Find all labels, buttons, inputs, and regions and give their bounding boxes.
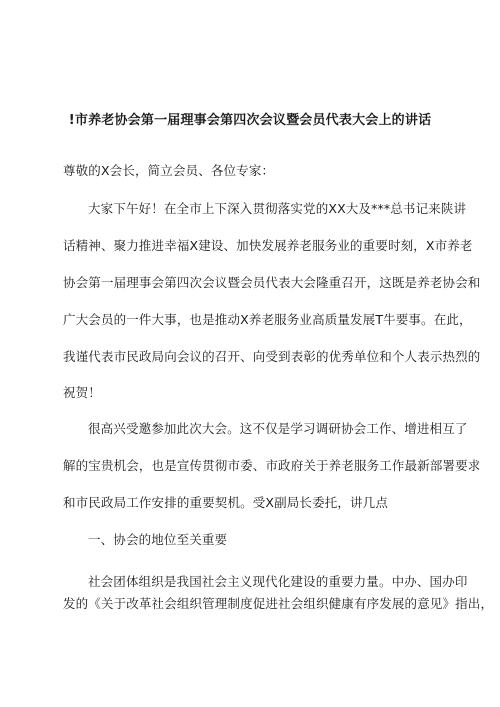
paragraph-1-line-5: 我谨代表市民政局向会议的召开、向受到表彰的优秀单位和个人表示热烈的 xyxy=(63,349,481,364)
paragraph-2-line-3: 和市民政局工作安排的重要契机。受X副局长委托，讲几点 xyxy=(63,495,388,510)
paragraph-2-line-2: 解的宝贵机会，也是宣传贯彻市委、市政府关于养老服务工作最新部署要求 xyxy=(63,458,481,473)
paragraph-3-line-1: 社会团体组织是我国社会主义现代化建设的重要力量。中办、国办印 xyxy=(88,574,468,589)
section-heading-1: 一、协会的地位至关重要 xyxy=(88,532,228,547)
paragraph-1-line-1: 大家下午好！在全市上下深入贯彻落实党的XX大及***总书记来陕讲 xyxy=(88,201,467,216)
paragraph-1-line-3: 协会第一届理事会第四次会议暨会员代表大会隆重召开，这既是养老协会和 xyxy=(63,275,481,290)
salutation: 尊敬的X会长，简立会员、各位专家： xyxy=(63,163,275,178)
document-title: !市养老协会第一届理事会第四次会议暨会员代表大会上的讲话 xyxy=(68,113,432,128)
paragraph-3-line-2: 发的《关于改革社会组织管理制度促进社会组织健康有序发展的意见》指出， xyxy=(63,596,494,611)
paragraph-2-line-1: 很高兴受邀参加此次大会。这不仅是学习调研协会工作、增进相互了 xyxy=(88,421,468,436)
paragraph-1-line-2: 话精神、聚力推进幸福X建设、加快发展养老服务业的重要时刻，X市养老 xyxy=(63,238,473,253)
paragraph-1-line-6: 祝贺！ xyxy=(63,385,101,400)
paragraph-1-line-4: 广大会员的一件大事，也是推动X养老服务业高质量发展T牛要事。在此， xyxy=(63,312,472,327)
